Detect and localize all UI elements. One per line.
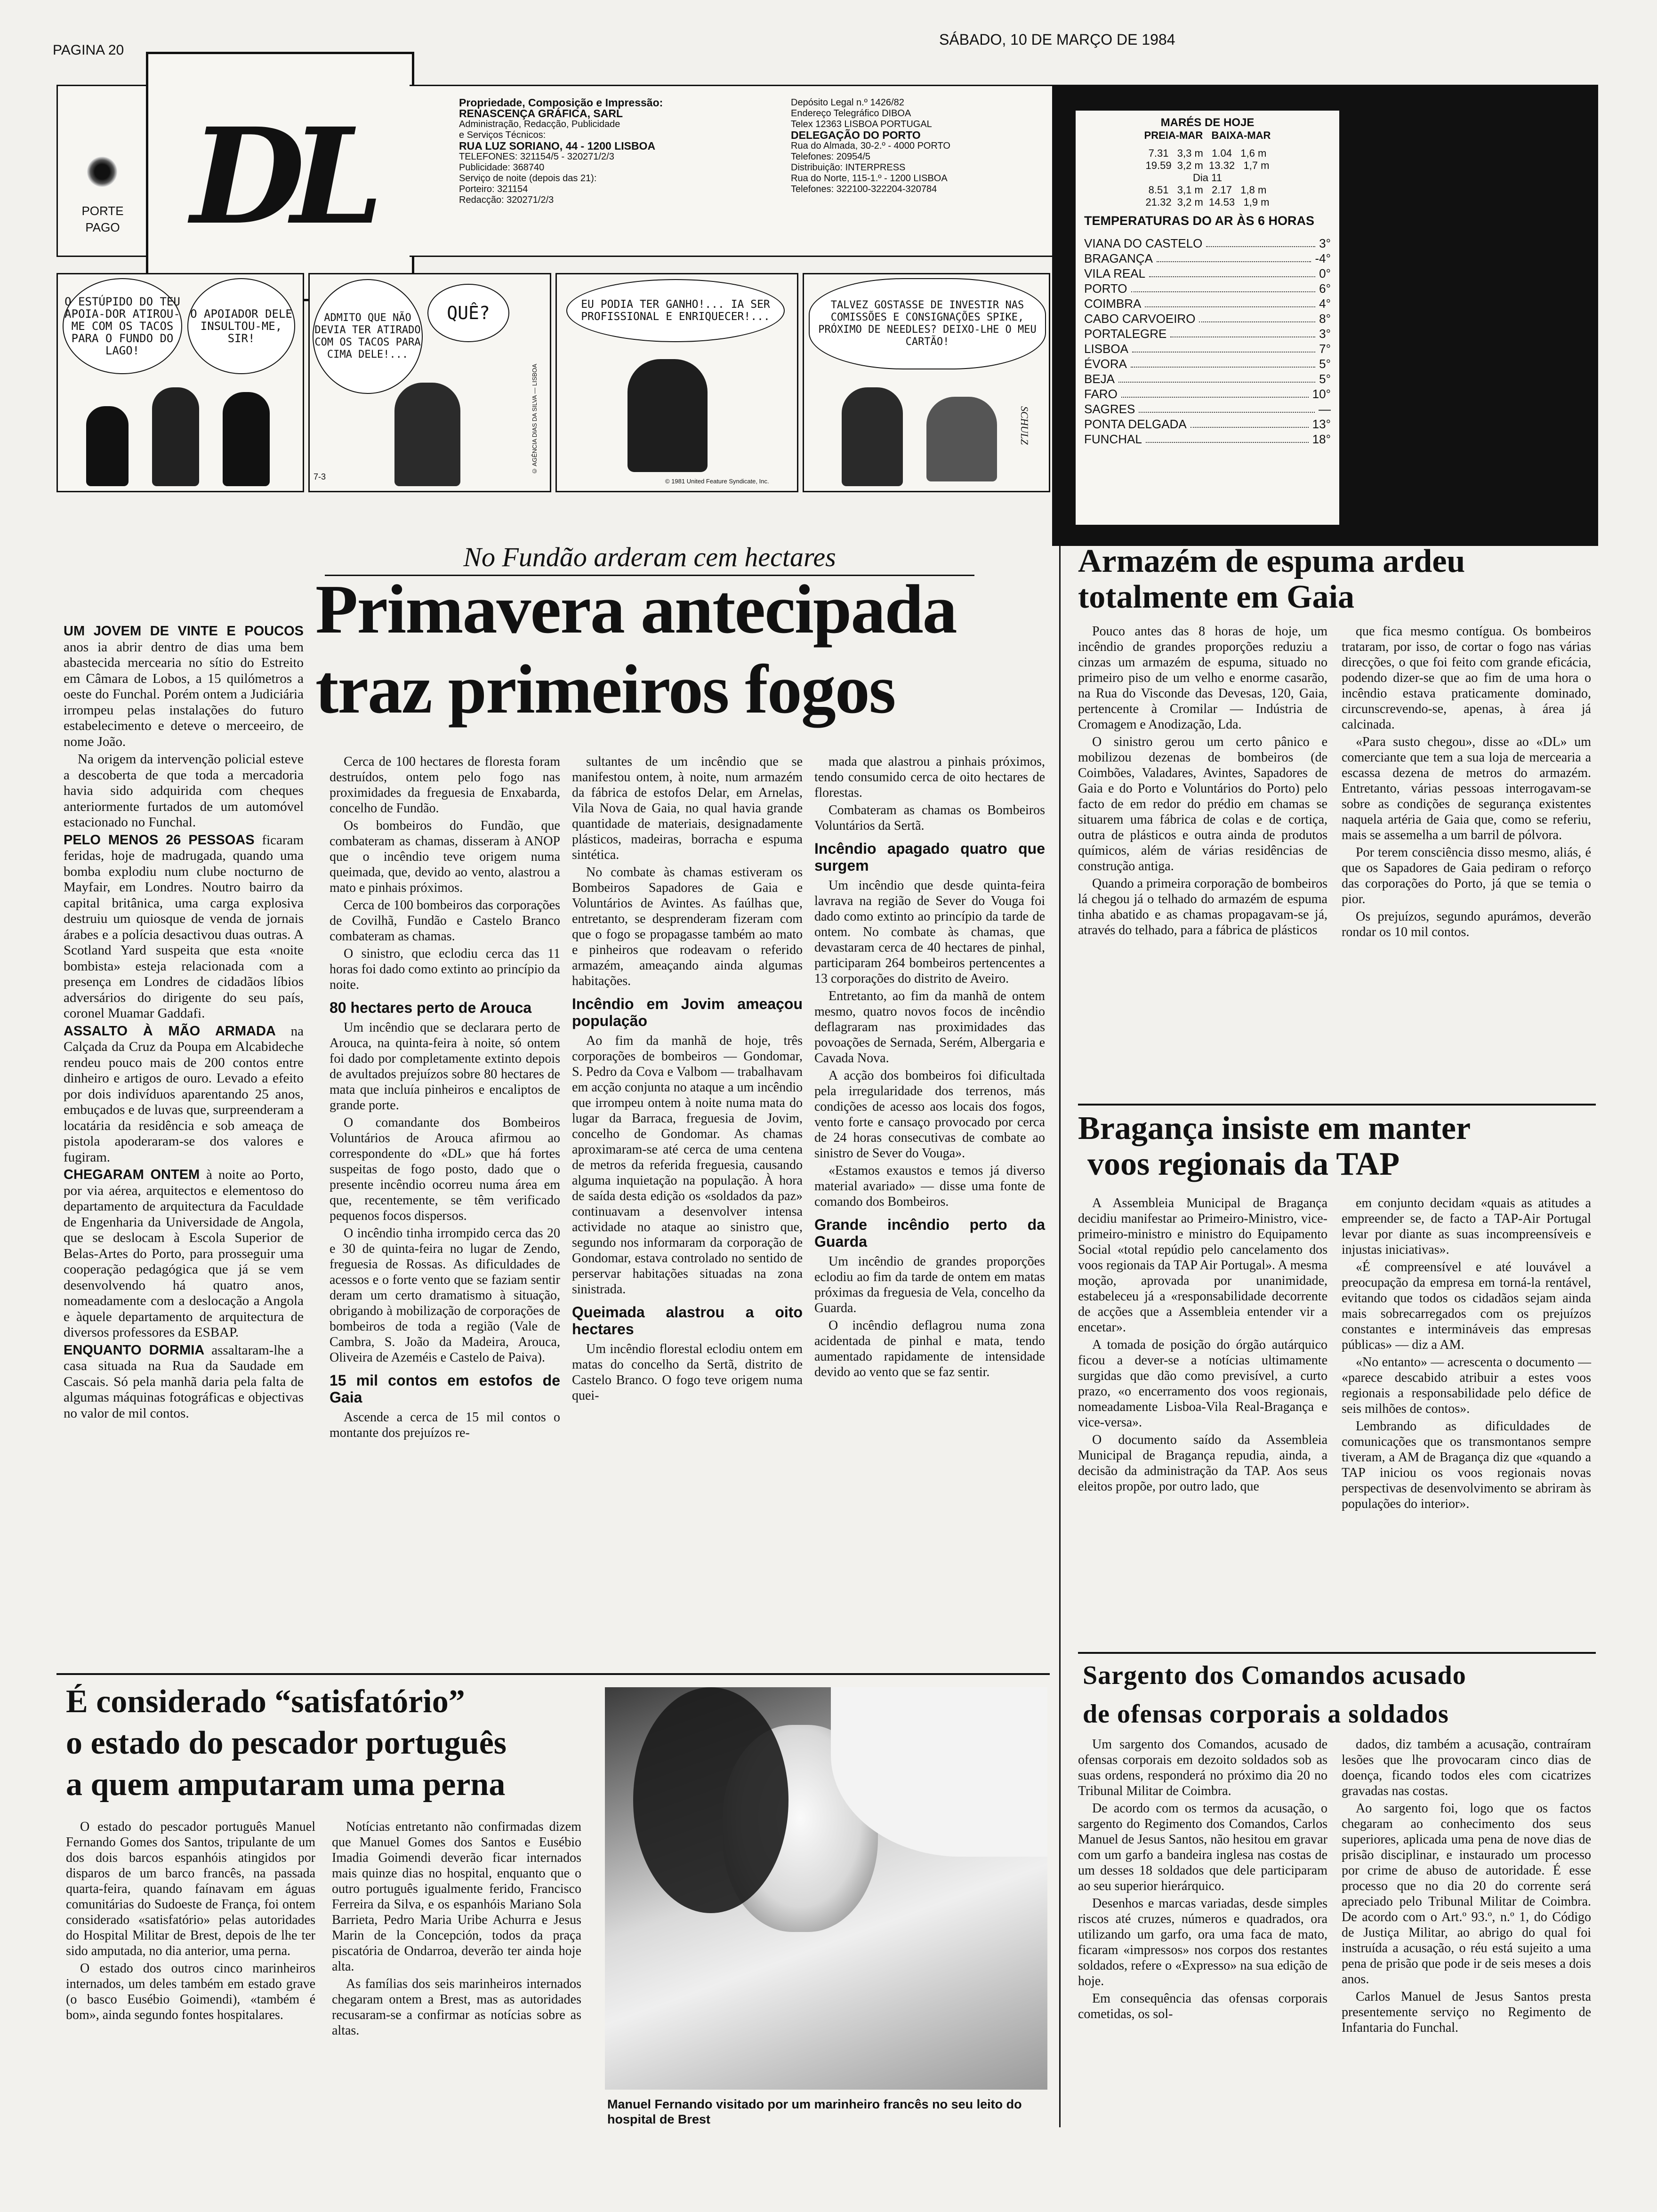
- paragraph: O incêndio deflagrou numa zona acidentada de pinhal e mata, tendo aumentado rapidamente de intensidade devido ao vento que se faz sentir.: [814, 1318, 1045, 1379]
- news-briefs-column: [64, 624, 304, 1423]
- paragraph: A tomada de posição do órgão autárquico ficou a dever-se a notícias ultimamente surgidas que dão como previsível, a curto prazo, «o encerramento dos voos regionais, nomeadamente Lisboa-Vila Real-Bragança e vice-versa».: [1078, 1338, 1327, 1430]
- masthead-info-right: [791, 97, 1036, 195]
- subheading: 80 hectares perto de Arouca: [330, 999, 532, 1016]
- braganca-title-line2: voos regionais da TAP: [1087, 1146, 1400, 1182]
- masthead-info-line: Rua do Norte, 115-1.º - 1200 LISBOA: [791, 173, 948, 184]
- article-fogos: [315, 541, 1054, 1671]
- paragraph: Por terem consciência disso mesmo, aliás, é que os Sapadores de Gaia pediram o reforço das corporações do Porto, já que se temia o pior.: [1342, 845, 1591, 906]
- dot-leader: [1149, 266, 1315, 277]
- porte-label: PORTE: [81, 204, 124, 218]
- masthead-info-line: Serviço de noite (depois das 21):: [459, 173, 597, 184]
- paragraph: Lembrando as dificuldades de comunicações que os transmontanos sempre tiveram, a AM de Bragança diz que «quando a TAP iniciou os voos regionais novas perspectivas de desenvolvimento se abriram às populações do interior».: [1342, 1419, 1591, 1511]
- paragraph: Um sargento dos Comandos, acusado de ofensas corporais em dezoito soldados sob as suas ordens, responderá no próximo dia 20 no Tribunal Militar de Coimbra.: [1078, 1737, 1327, 1798]
- character-figure-icon: [86, 406, 129, 486]
- temperature-row: [1084, 296, 1331, 311]
- armazem-column-1: [1078, 624, 1327, 940]
- masthead-info-line: RUA LUZ SORIANO, 44 - 1200 LISBOA: [459, 140, 656, 152]
- temperature-row: [1084, 417, 1331, 432]
- tide-row: 21.32 3,2 m 14.53 1,9 m: [1145, 196, 1270, 208]
- paragraph: Ao sargento foi, logo que os factos chegaram ao conhecimento dos seus superiores, aplicada uma pena de nove dias de prisão disciplinar, e instaurado um processo por crime de abuso de autoridade. É esse processo que no dia 20 do corrente será apreciado pelo Tribunal Militar de Coimbra. De acordo com o Art.º 93.º, n.º 1, do Código de Justiça Militar, ao abrigo do qual foi instruída a acusação, o réu está sujeito a uma pena de prisão que pode ir de seis meses a dois anos.: [1342, 1801, 1591, 1987]
- tides-list: [1084, 147, 1331, 208]
- hair-shape-icon: [633, 1687, 788, 1913]
- subheading: Incêndio apagado quatro que surgem: [814, 840, 1045, 874]
- character-figure-icon: [223, 392, 270, 486]
- temperature-row: [1084, 251, 1331, 266]
- dot-leader: [1139, 401, 1315, 413]
- paragraph: mada que alastrou a pinhais próximos, tendo consumido cerca de oito hectares de florestas.: [814, 754, 1045, 800]
- city-name: ÉVORA: [1084, 357, 1127, 371]
- comic-panel-1: [56, 273, 304, 492]
- fogos-column-1: [330, 754, 560, 1443]
- paragraph: Os prejuízos, segundo apurámos, deverão rondar os 10 mil contos.: [1342, 909, 1591, 939]
- dot-leader: [1206, 236, 1315, 247]
- masthead-info-line: Distribuição: INTERPRESS: [791, 162, 906, 173]
- brief-lead: CHEGARAM ONTEM: [64, 1167, 206, 1182]
- comic-date: 7-3: [314, 472, 326, 481]
- article-armazem: [1078, 544, 1596, 1108]
- paragraph: Notícias entretanto não confirmadas dizem que Manuel Gomes dos Santos e Eusébio Imadia Goimendi deverão ficar internados mais quinze dias no hospital, enquanto que o outro português igualmente ferido, Francisco Ferreira da Silva, e os espanhóis Mariano Sola Barrieta, Pedro Maria Uribe Achurra e Jesus Marin de la Concepción, todos da praça piscatória de Ondarroa, deverão ter ainda hoje alta.: [332, 1819, 581, 1974]
- sargento-column-1: [1078, 1737, 1327, 2024]
- paragraph: De acordo com os termos da acusação, o sargento do Regimento dos Comandos, Carlos Manuel de Jesus Santos, não hesitou em gravar com um garfo a bandeira inglesa nas costas de um desses 18 soldados que dele participaram ao seu superior hierárquico.: [1078, 1801, 1327, 1893]
- dot-leader: [1157, 251, 1311, 262]
- brief-text: ficaram feridas, hoje de madrugada, quando uma bomba explodiu num clube nocturno de Mayfair, em Londres. Noutro bairro da capital britânica, uma carga explosiva destruiu um quiosque de venda de jornais árabes e a polícia desactivou duas outras. A Scotland Yard suspeita que esta «noite bombista» esteja relacionada com a presença em Londres de cidadãos líbios adversários do dirigente do seu país, coronel Muamar Gaddafi.: [64, 832, 304, 1021]
- armazem-column-2: [1342, 624, 1591, 942]
- city-temperature: -4°: [1315, 251, 1331, 265]
- fogos-kicker: No Fundão arderam cem hectares: [325, 541, 974, 576]
- comic-credit-syndicate: © 1981 United Feature Syndicate, Inc.: [665, 478, 769, 485]
- city-temperature: 5°: [1319, 372, 1331, 386]
- brief-text: na Calçada da Cruz da Poupa em Alcabideche rendeu pouco mais de 200 contos entre dinheiro e artigos de ouro. Levado a efeito por dois indivíduos aparentando 25 anos, embuçados e de luvas que, surpreenderam a locatária da residência e sob ameaça de pistola apoderaram-se dos valores e fugiram.: [64, 1023, 304, 1165]
- brief-lead: ENQUANTO DORMIA: [64, 1342, 212, 1358]
- pescador-title-line2: o estado do pescador português: [66, 1725, 507, 1761]
- city-name: PORTALEGRE: [1084, 327, 1167, 341]
- character-figure-icon: [926, 397, 997, 481]
- armazem-title-line2: totalmente em Gaia: [1078, 579, 1355, 615]
- character-figure-icon: [842, 387, 903, 486]
- divider: [1059, 541, 1061, 2127]
- brief-lead: ASSALTO À MÃO ARMADA: [64, 1023, 291, 1039]
- subheading: 15 mil contos em estofos de Gaia: [330, 1372, 560, 1406]
- paragraph: sultantes de um incêndio que se manifestou ontem, à noite, num armazém da fábrica de estofos Delar, em Arnelas, Vila Nova de Gaia, no qual havia grande quantidade de materiais, designadamente plásticos, madeiras, borracha e espuma sintética.: [572, 754, 803, 862]
- paragraph: Em consequência das ofensas corporais cometidas, os sol-: [1078, 1991, 1327, 2021]
- page-number: PAGINA 20: [53, 42, 124, 58]
- paragraph: Os bombeiros do Fundão, que combateram as chamas, disseram à ANOP que o incêndio teve origem numa queimada, que, devido ao vento, alastrou a mato e pinhais próximos.: [330, 818, 560, 895]
- masthead-info-line: Telefones: 322100-322204-320784: [791, 184, 937, 194]
- masthead-logo-box: [56, 85, 147, 257]
- comic-bubble-4: TALVEZ GOSTASSE DE INVESTIR NAS COMISSÕES E CONSIGNAÇÕES SPIKE, PRÓXIMO DE NEEDLES? DEIXO-LHE O MEU CARTÃO!: [809, 278, 1046, 369]
- masthead-info-line: Depósito Legal n.º 1426/82: [791, 97, 904, 108]
- sargento-column-2: [1342, 1737, 1591, 2037]
- city-temperature: 7°: [1319, 342, 1331, 356]
- article-pescador: [56, 1683, 1054, 2191]
- masthead-info-line: Publicidade: 368740: [459, 162, 545, 173]
- paragraph: «No entanto» — acrescenta o documento — «parece descabido atribuir a estes voos regionais a responsabilidade pelo défice de seis milhões de contos».: [1342, 1355, 1591, 1416]
- masthead-info-line: RENASCENÇA GRÁFICA, SARL: [459, 107, 623, 120]
- paragraph: O sinistro, que eclodiu cerca das 11 horas foi dado como extinto ao princípio da noite.: [330, 946, 560, 992]
- paragraph: A acção dos bombeiros foi dificultada pela irregularidade dos terrenos, más condições de acesso aos locais dos fogos, vento forte e cansaço provocado por cerca de 24 horas consecutivas de combate ao sinistro de Sever do Vouga».: [814, 1068, 1045, 1161]
- comic-panel-3: [555, 273, 798, 492]
- brief-text: à noite ao Porto, por via aérea, arquitectos e elementoso do departamento de arquitectura da Faculdade de Engenharia da Universidade de Angola, que se deslocam à Escola Superior de Belas-Artes do Porto, para prosseguir uma cooperação pedagógica que já se vem desenvolvendo há quatro anos, nomeadamente com a deslocação a Angola e àquele departamento de arquitectura de diversos professores da ESBAP.: [64, 1167, 304, 1340]
- temperature-row: [1084, 386, 1331, 401]
- coat-of-arms-icon: [87, 157, 117, 187]
- dot-leader: [1145, 296, 1315, 307]
- city-temperature: 3°: [1319, 236, 1331, 250]
- comic-strip: [56, 273, 1047, 494]
- city-name: FARO: [1084, 387, 1118, 401]
- city-name: LISBOA: [1084, 342, 1128, 356]
- masthead-info-line: Porteiro: 321154: [459, 184, 528, 194]
- temperature-row: [1084, 326, 1331, 341]
- paragraph: O comandante dos Bombeiros Voluntários de Arouca afirmou ao correspondente do «DL» que há fortes suspeitas de fogo posto, dado que o presente incêndio ocorreu numa área em que, recentemente, se têm verificado pequenos focos dispersos.: [330, 1115, 560, 1223]
- city-temperature: 3°: [1319, 327, 1331, 341]
- masthead-info-line: DELEGAÇÃO DO PORTO: [791, 129, 921, 141]
- city-name: SAGRES: [1084, 402, 1135, 416]
- character-figure-icon: [394, 383, 460, 486]
- paragraph: que fica mesmo contígua. Os bombeiros trataram, por isso, de cortar o fogo nas várias direcções, o que foi feito com grande eficácia, podendo dizer-se que ao fim de uma hora o incêndio estava praticamente dominado, circunscrevendo-se, apenas, à área já calcinada.: [1342, 624, 1591, 732]
- character-figure-icon: [627, 359, 708, 472]
- masthead-info-line: Telex 12363 LISBOA PORTUGAL: [791, 119, 932, 129]
- masthead-info-line: Endereço Telegráfico DIBOA: [791, 108, 911, 119]
- paragraph: O estado do pescador português Manuel Fernando Gomes dos Santos, tripulante de um dos dois barcos espanhóis atingidos por disparos de um barco francês, na passada quarta-feira, quando faínavam em águas comunitárias do Sudoeste de França, foi ontem considerado «satisfatório» pelas autoridades do Hospital Militar de Brest, depois de lhe ter sido amputada, no dia anterior, uma perna.: [66, 1819, 315, 1958]
- city-temperature: —: [1319, 402, 1331, 416]
- city-temperature: 8°: [1319, 312, 1331, 326]
- paragraph: dados, diz também a acusação, contraíram lesões que lhe provocaram cinco dias de doença, ficando todos eles com cicatrizes gravadas nas costas.: [1342, 1737, 1591, 1798]
- comic-panel-2: [308, 273, 551, 492]
- comic-signature: SCHULZ: [1019, 406, 1030, 445]
- temperature-row: [1084, 356, 1331, 371]
- paragraph: «Para susto chegou», disse ao «DL» um comerciante que tem a sua loja de mercearia a escassa dezena de metros do armazém. Entretanto, várias pessoas interrogavam-se sobre as condições de segurança existentes naquela artéria de Gaia que, como se referiu, mais se assemelha a um barril de pólvora.: [1342, 735, 1591, 842]
- paragraph: Ao fim da manhã de hoje, três corporações de bombeiros — Gondomar, S. Pedro da Cova e Valbom — trabalhavam em acção conjunta no ataque a um incêndio que irrompeu ontem à noite numa mata do lugar da Barraca, freguesia de Jovim, concelho de Gondomar. As chamas aproximaram-se até cerca de uma centena de metros da referida freguesia, causando alguma inquietação na população. À hora de saída desta edição os «soldados da paz» continuavam a desenvolver intensa actividade no ataque ao sinistro que, segundo nos informaram da corporação de Gondomar, estava controlado no sentido de perservar habitações situadas na zona sinistrada.: [572, 1034, 803, 1297]
- city-name: COIMBRA: [1084, 297, 1142, 311]
- temperature-row: [1084, 371, 1331, 386]
- comic-bubble-2a: ADMITO QUE NÃO DEVIA TER ATIRADO COM OS TACOS PARA CIMA DELE!...: [313, 279, 423, 394]
- masthead-info-line: Rua do Almada, 30-2.º - 4000 PORTO: [791, 141, 950, 151]
- paragraph: Ascende a cerca de 15 mil contos o montante dos prejuízos re-: [330, 1410, 560, 1440]
- temperature-row: [1084, 236, 1331, 251]
- paragraph: As famílias dos seis marinheiros internados chegaram ontem a Brest, mas as autoridades recusaram-se a confirmar as notícias sobre as altas.: [332, 1977, 581, 2038]
- tides-subtitle: PREIA-MAR BAIXA-MAR: [1144, 129, 1271, 141]
- temps-list: [1084, 236, 1331, 447]
- temps-title: TEMPERATURAS DO AR ÀS 6 HORAS: [1084, 214, 1315, 228]
- tides-title: MARÉS DE HOJE: [1160, 116, 1255, 129]
- tide-row: 8.51 3,1 m 2.17 1,8 m: [1148, 184, 1267, 196]
- masthead-info-line: Propriedade, Composição e Impressão:: [459, 96, 663, 109]
- character-figure-icon: [152, 387, 199, 486]
- paragraph: Quando a primeira corporação de bombeiros lá chegou já o telhado do armazém de espuma tinha abatido e as chamas propagavam-se já, através do telhado, para a fábrica de plásticos: [1078, 876, 1327, 938]
- paragraph: Pouco antes das 8 horas de hoje, um incêndio de grandes proporções reduziu a cinzas um armazém de espuma, situado no primeiro piso de um velho e enorme casarão, na Rua do Visconde das Devesas, 120, Gaia, pertencente à Cromilar — Indústria de Cromagem e Anodização, Lda.: [1078, 624, 1327, 732]
- subheading: Queimada alastrou a oito hectares: [572, 1304, 803, 1338]
- paragraph: O estado dos outros cinco marinheiros internados, um deles também em estado grave (o basco Eusébio Goimendi), «também é bom», ainda segundo fontes hospitalares.: [66, 1961, 315, 2022]
- paragraph: O sinistro gerou um certo pânico e mobilizou dezenas de bombeiros (de Coimbões, Valadares, Avintes, Sapadores de Gaia e do Porto e Voluntários do Porto) pelo facto de em redor do prédio em chamas se situarem uma fábrica de colas e de cortiça, outra de plásticos e outra ainda de produtos químicos, além de várias residências de construção antiga.: [1078, 735, 1327, 874]
- city-temperature: 18°: [1312, 432, 1331, 446]
- brief-text: Na origem da intervenção policial esteve a descoberta de que toda a mercadoria havia sido adquirida com cheques anteriormente furtados de um automóvel estacionado no Funchal.: [64, 752, 304, 830]
- brief-lead: PELO MENOS 26 PESSOAS: [64, 832, 262, 848]
- paragraph: Um incêndio que se declarara perto de Arouca, na quinta-feira à noite, só ontem foi dado por completamente extinto depois de avultados prejuízos sobre 80 hectares de mata que incluía pinheiros e encaliptos de grande porte.: [330, 1020, 560, 1113]
- city-name: BRAGANÇA: [1084, 251, 1153, 265]
- pescador-photo-caption: Manuel Fernando visitado por um marinheiro francês no seu leito do hospital de Brest: [607, 2097, 1022, 2126]
- paragraph: Cerca de 100 bombeiros das corporações de Covilhã, Fundão e Castelo Branco combateram as chamas.: [330, 898, 560, 944]
- pago-label: PAGO: [85, 220, 120, 234]
- dot-leader: [1131, 356, 1315, 368]
- city-temperature: 6°: [1319, 281, 1331, 296]
- dot-leader: [1131, 281, 1316, 292]
- paragraph: Cerca de 100 hectares de floresta foram destruídos, ontem pelo fogo nas proximidades da freguesia de Enxabarda, concelho de Fundão.: [330, 754, 560, 816]
- fogos-title-line2: traz primeiros fogos: [315, 651, 895, 728]
- sargento-title-line2: de ofensas corporais a soldados: [1083, 1699, 1449, 1729]
- masthead-info-line: TELEFONES: 321154/5 - 320271/2/3: [459, 152, 614, 162]
- fogos-column-3: [814, 754, 1045, 1382]
- fogos-title-line1: Primavera antecipada: [315, 571, 957, 648]
- divider: [1078, 1652, 1596, 1654]
- comic-panel-4: [803, 273, 1050, 492]
- city-name: FUNCHAL: [1084, 432, 1142, 446]
- pescador-title-line1: É considerado “satisfatório”: [66, 1683, 465, 1720]
- paragraph: «Estamos exaustos e temos já diverso material avariado» — disse uma fonte de comando dos Bombeiros.: [814, 1163, 1045, 1209]
- comic-credit: © AGÊNCIA DIAS DA SILVA — LISBOA: [531, 364, 538, 475]
- tide-row: 7.31 3,3 m 1.04 1,6 m: [1148, 147, 1267, 159]
- page-date: SÁBADO, 10 DE MARÇO DE 1984: [939, 31, 1175, 48]
- city-name: VILA REAL: [1084, 266, 1146, 281]
- brief-text: anos ia abrir dentro de dias uma bem abastecida mercearia no sítio do Estreito em Câmara de Lobos, a 15 quilómetros a oeste do Funchal. Porém ontem a Judiciária irrompeu pelas instalações do futuro estabelecimento e deteve o merceeiro, de nome João.: [64, 639, 304, 749]
- paragraph: O incêndio tinha irrompido cerca das 20 e 30 de quinta-feira no lugar de Zendo, freguesia de Rossas. As dificuldades de acessos e o forte vento que se faziam sentir deram um certo dramatismo à situação, obrigando à mobilização de corporações de bombeiros de toda a região (Vale de Cambra, S. João da Madeira, Arouca, Oliveira de Azeméis e Castelo de Paiva).: [330, 1226, 560, 1365]
- brief-paragraph: [64, 833, 304, 1022]
- city-name: VIANA DO CASTELO: [1084, 236, 1203, 250]
- city-name: CABO CARVOEIRO: [1084, 312, 1196, 326]
- armazem-title-line1: Armazém de espuma ardeu: [1078, 543, 1465, 579]
- subheading: Incêndio em Jovim ameaçou população: [572, 995, 803, 1029]
- city-name: PORTO: [1084, 281, 1127, 296]
- brief-paragraph: [64, 752, 304, 831]
- temperature-row: [1084, 401, 1331, 417]
- temperature-row: [1084, 281, 1331, 296]
- dl-logo-text: DL: [191, 99, 370, 254]
- dot-leader: [1118, 371, 1315, 383]
- fogos-column-2: [572, 754, 803, 1405]
- temperature-row: [1084, 266, 1331, 281]
- brief-paragraph: [64, 1167, 304, 1341]
- city-name: BEJA: [1084, 372, 1115, 386]
- paragraph: em conjunto decidam «quais as atitudes a empreender se, de facto a TAP-Air Portugal levar por diante as suas incompreensíveis e injustas iniciativas».: [1342, 1196, 1591, 1257]
- dl-logo: [146, 52, 414, 301]
- city-temperature: 13°: [1312, 417, 1331, 431]
- comic-bubble-3: EU PODIA TER GANHO!... IA SER PROFISSIONAL E ENRIQUECER!...: [566, 279, 785, 342]
- temperature-row: [1084, 311, 1331, 326]
- dot-leader: [1132, 341, 1315, 353]
- city-temperature: 10°: [1312, 387, 1331, 401]
- paragraph: Combateram as chamas os Bombeiros Voluntários da Sertã.: [814, 803, 1045, 833]
- brief-paragraph: [64, 1024, 304, 1166]
- city-temperature: 0°: [1319, 266, 1331, 281]
- masthead-info-line: Redacção: 320271/2/3: [459, 195, 554, 205]
- comic-bubble-1a: O ESTÚPIDO DO TEU APOIA-DOR ATIROU-ME COM OS TACOS PARA O FUNDO DO LAGO!: [63, 278, 182, 374]
- paragraph: Um incêndio de grandes proporções eclodiu ao fim da tarde de ontem em matas próximas da freguesia de Vela, concelho da Guarda.: [814, 1254, 1045, 1315]
- comic-bubble-2b: QUÊ?: [427, 284, 509, 342]
- masthead-info-left: [459, 97, 760, 206]
- dot-leader: [1121, 386, 1309, 398]
- dot-leader: [1190, 417, 1309, 428]
- weather-panel: [1052, 85, 1598, 546]
- pescador-column-2: [332, 1819, 581, 2040]
- paragraph: Um incêndio florestal eclodiu ontem em matas do concelho da Sertã, distrito de Castelo Branco. O fogo teve origem numa quei-: [572, 1342, 803, 1403]
- dot-leader: [1146, 432, 1309, 443]
- braganca-title-line1: Bragança insiste em manter: [1078, 1110, 1471, 1146]
- paragraph: O documento saído da Assembleia Municipal de Bragança repudia, ainda, a decisão da administração da TAP. Aos seus eleitos propõe, por outro lado, que: [1078, 1433, 1327, 1494]
- tide-row: Dia 11: [1193, 172, 1222, 184]
- masthead-info: [410, 85, 1056, 257]
- brief-paragraph: [64, 624, 304, 750]
- divider: [1078, 1104, 1596, 1106]
- brief-paragraph: [64, 1343, 304, 1422]
- city-temperature: 5°: [1319, 357, 1331, 371]
- comic-bubble-1b: O APOIADOR DELE INSULTOU-ME, SIR!: [187, 278, 295, 374]
- pescador-column-1: [66, 1819, 315, 2025]
- braganca-column-1: [1078, 1195, 1327, 1496]
- paragraph: Um incêndio que desde quinta-feira lavrava na região de Sever do Vouga foi dado como extinto ao princípio da tarde de ontem. No combate às chamas, que devastaram cerca de 40 hectares de pinhal, participaram 264 bombeiros pertencentes a 13 corporações do distrito de Aveiro.: [814, 878, 1045, 986]
- temperature-row: [1084, 432, 1331, 447]
- paragraph: Carlos Manuel de Jesus Santos presta presentemente serviço no Regimento de Infantaria do Funchal.: [1342, 1989, 1591, 2035]
- masthead-info-line: Administração, Redacção, Publicidade: [459, 119, 620, 129]
- pescador-title-line3: a quem amputaram uma perna: [66, 1766, 506, 1803]
- paragraph: A Assembleia Municipal de Bragança decidiu manifestar ao Primeiro-Ministro, vice-primeiro-ministro e ministro do Equipamento Social «total repúdio pelo cancelamento dos voos regionais da TAP Air Portugal». A mesma moção, aprovada por unanimidade, estabeleceu já a «responsabilidade decorrente de acções que a Assembleia entender vir a encetar».: [1078, 1196, 1327, 1335]
- braganca-column-2: [1342, 1195, 1591, 1514]
- article-braganca: [1078, 1111, 1596, 1661]
- dot-leader: [1199, 311, 1315, 322]
- brief-text: assaltaram-lhe a casa situada na Rua da Saudade em Cascais. Só pela manhã daria pela falta de algumas máquinas fotográficas e objectivas no valor de mil contos.: [64, 1342, 304, 1421]
- city-temperature: 4°: [1319, 297, 1331, 311]
- paragraph: No combate às chamas estiveram os Bombeiros Sapadores de Gaia e Voluntários de Avintes. As faúlhas que, entretanto, se desprenderam fizeram com que o fogo se propagasse também ao mato e pinheiros que rodeavam o referido armazém, ameaçando ainda algumas habitações.: [572, 865, 803, 988]
- pescador-photo: [605, 1687, 1047, 2090]
- city-name: PONTA DELGADA: [1084, 417, 1187, 431]
- dot-leader: [1170, 326, 1315, 337]
- article-sargento: [1078, 1657, 1596, 2198]
- sargento-title-line1: Sargento dos Comandos acusado: [1083, 1661, 1466, 1690]
- divider: [56, 1673, 1050, 1675]
- brief-lead: UM JOVEM DE VINTE E POUCOS: [64, 624, 304, 639]
- masthead-info-line: Telefones: 20954/5: [791, 152, 871, 162]
- paragraph: «É compreensível e até louvável a preocupação da empresa em torná-la rentável, evitando que todos os cidadãos sejam ainda mais sobrecarregados com os prejuízos constantes e intermináveis das empresas públicas» — diz a AM.: [1342, 1260, 1591, 1352]
- tide-row: 19.59 3,2 m 13.32 1,7 m: [1145, 160, 1270, 171]
- temperature-row: [1084, 341, 1331, 356]
- weather-card: [1076, 111, 1339, 525]
- masthead-info-line: e Serviços Técnicos:: [459, 130, 546, 140]
- subheading: Grande incêndio perto da Guarda: [814, 1216, 1045, 1250]
- paragraph: Desenhos e marcas variadas, desde simples riscos até cruzes, números e quadrados, ora utilizando um garfo, ora uma faca de mato, ficaram «impressos» nos corpos dos restantes soldados, refere o «Expresso» na sua edição de hoje.: [1078, 1896, 1327, 1988]
- paragraph: Entretanto, ao fim da manhã de ontem mesmo, quatro novos focos de incêndio deflagraram nas proximidades das povoações de Sernada, Serém, Albergaria e Cavada Nova.: [814, 989, 1045, 1066]
